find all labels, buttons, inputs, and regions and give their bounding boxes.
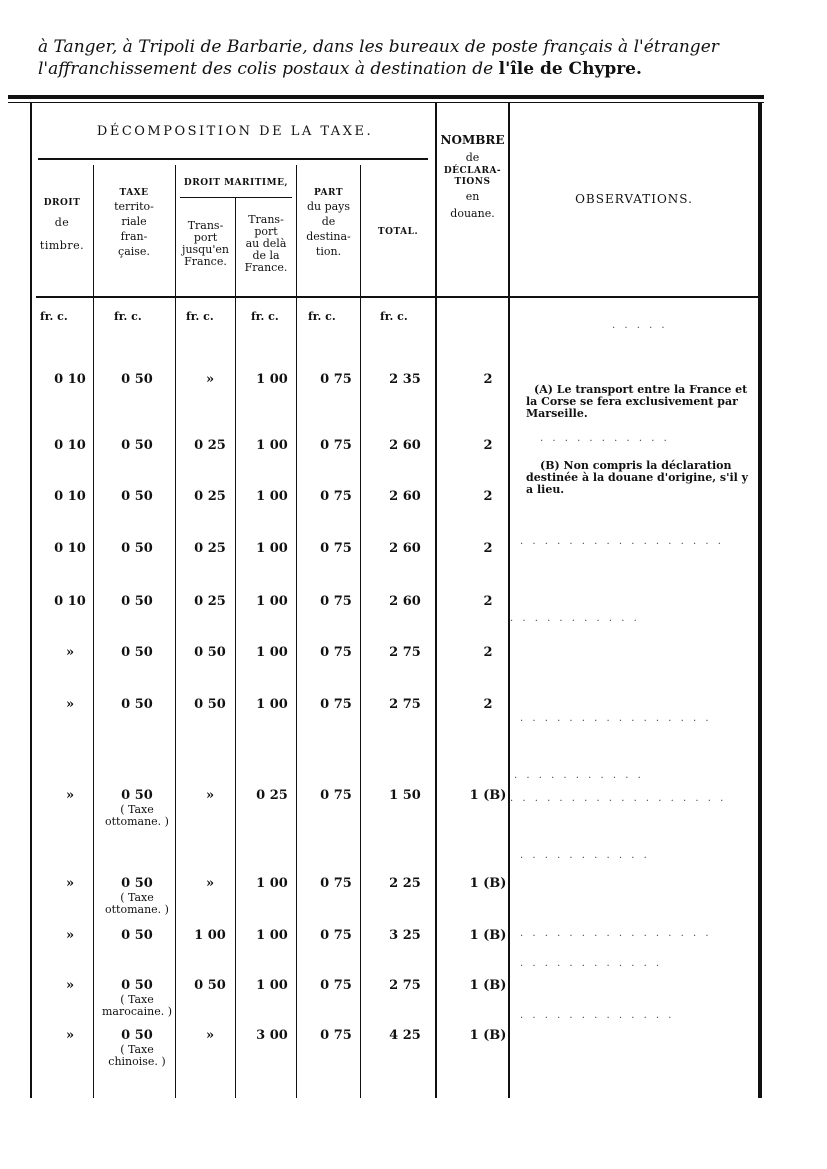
note-b: (B) Non compris la déclaration destinée à la douane d'origine, s'il y a lieu. [526,459,749,496]
cell-timbre: » [65,876,75,891]
cell-nombre: 2 [483,697,493,712]
unit-part: fr. c. [308,310,336,323]
cell-timbre: » [65,788,75,803]
cell-taxe: 0 50 [121,788,153,803]
cell-timbre: 0 10 [54,594,86,609]
top-rule-thick [8,95,764,99]
cell-taxe-note: ( Taxe ottomane. ) [105,891,169,916]
cell-total: 2 35 [389,372,421,387]
cell-trans-fr: 1 00 [194,928,226,943]
cell-nombre: 2 [483,489,493,504]
group-rule [38,158,428,160]
cell-part: 0 75 [320,541,352,556]
cell-timbre: 0 10 [54,372,86,387]
cell-nombre: 2 [483,594,493,609]
cell-taxe: 0 50 [121,594,153,609]
dot-leader: . . . . . . . . . . . [540,433,670,444]
cell-part: 0 75 [320,489,352,504]
header-taxe-territoriale: TAXE territo- riale fran- çaise. [114,188,154,258]
header-bottom-rule [36,296,758,298]
page-header [38,36,719,80]
cell-trans-dela: 1 00 [256,489,288,504]
vline-taxe [175,165,176,1098]
unit-timbre: fr. c. [40,310,68,323]
cell-total: 2 60 [389,541,421,556]
header-line-1: à Tanger, à Tripoli de Barbarie, dans les bureaux de poste français à l'étranger [38,37,719,57]
vline-timbre [93,165,94,1098]
cell-total: 4 25 [389,1028,421,1043]
cell-taxe: 0 50 [121,978,153,993]
cell-trans-fr: 0 50 [194,978,226,993]
cell-trans-dela: 1 00 [256,438,288,453]
cell-nombre: 1 (B) [469,1028,507,1043]
cell-part: 0 75 [320,788,352,803]
cell-trans-fr: 0 25 [194,438,226,453]
cell-part: 0 75 [320,978,352,993]
cell-part: 0 75 [320,697,352,712]
cell-part: 0 75 [320,372,352,387]
dot-leader: . . . . . . . . . . . . . . . . . [520,536,724,547]
unit-row [0,310,440,324]
cell-trans-dela: 1 00 [256,876,288,891]
cell-timbre: » [65,928,75,943]
cell-trans-fr: 0 50 [194,645,226,660]
unit-taxe: fr. c. [114,310,142,323]
cell-part: 0 75 [320,1028,352,1043]
cell-total: 2 25 [389,876,421,891]
cell-trans-dela: 1 00 [256,372,288,387]
cell-nombre: 1 (B) [469,978,507,993]
cell-trans-dela: 1 00 [256,645,288,660]
dot-leader: . . . . . . . . . . . . . [520,1010,675,1021]
cell-trans-dela: 1 00 [256,541,288,556]
group-title: DÉCOMPOSITION DE LA TAXE. [96,124,374,139]
cell-total: 2 75 [389,978,421,993]
unit-total: fr. c. [380,310,408,323]
cell-nombre: 1 (B) [469,788,507,803]
cell-taxe: 0 50 [121,928,153,943]
cell-nombre: 2 [483,438,493,453]
cell-trans-fr: 0 25 [194,594,226,609]
cell-nombre: 2 [483,541,493,556]
right-border [758,103,762,1098]
header-observations: OBSERVATIONS. [575,192,693,206]
cell-taxe: 0 50 [121,1028,153,1043]
cell-total: 2 60 [389,489,421,504]
cell-total: 2 75 [389,697,421,712]
cell-nombre: 1 (B) [469,876,507,891]
cell-trans-dela: 3 00 [256,1028,288,1043]
header-transport-dela: Trans- port au delà de la France. [244,213,288,274]
dot-leader: . . . . . . . . . . . . . . . . . . [510,793,727,804]
destination-name: l'île de Chypre. [498,59,642,79]
cell-trans-dela: 1 00 [256,928,288,943]
cell-trans-dela: 1 00 [256,594,288,609]
cell-timbre: 0 10 [54,541,86,556]
dot-leader: . . . . . . . . . . . [510,613,640,624]
note-a: (A) Le transport entre la France et la Corse se fera exclusivement par Marseille. [526,383,748,420]
cell-trans-fr: » [205,1028,215,1043]
header-total: TOTAL. [377,227,419,237]
cell-taxe: 0 50 [121,489,153,504]
cell-total: 2 60 [389,438,421,453]
top-rule-thin [8,102,764,103]
cell-part: 0 75 [320,594,352,609]
dot-leader: . . . . . . . . . . . [514,770,644,781]
cell-taxe: 0 50 [121,438,153,453]
left-border [30,103,32,1098]
cell-taxe-note: ( Taxe chinoise. ) [108,1043,166,1068]
cell-timbre: » [65,978,75,993]
unit-transfr: fr. c. [186,310,214,323]
vline-transdela [296,165,297,1098]
cell-taxe: 0 50 [121,541,153,556]
cell-taxe: 0 50 [121,645,153,660]
cell-timbre: 0 10 [54,489,86,504]
header-droit-maritime: DROIT MARITIME, [183,178,289,188]
cell-taxe-note: ( Taxe marocaine. ) [102,993,172,1018]
cell-timbre: » [65,1028,75,1043]
cell-nombre: 2 [483,645,493,660]
cell-trans-fr: » [205,372,215,387]
cell-trans-fr: 0 25 [194,489,226,504]
cell-total: 3 25 [389,928,421,943]
cell-taxe-note: ( Taxe ottomane. ) [105,803,169,828]
dot-leader: . . . . . . . . . . . . . . . . [520,713,712,724]
cell-part: 0 75 [320,876,352,891]
cell-part: 0 75 [320,438,352,453]
cell-total: 2 60 [389,594,421,609]
cell-trans-fr: » [205,788,215,803]
unit-transdela: fr. c. [251,310,279,323]
nombre-left-border [435,103,437,1098]
cell-trans-fr: » [205,876,215,891]
cell-timbre: » [65,697,75,712]
dot-leader: . . . . . . . . . . . . . . . . [520,928,712,939]
cell-part: 0 75 [320,645,352,660]
cell-total: 2 75 [389,645,421,660]
cell-total: 1 50 [389,788,421,803]
cell-taxe: 0 50 [121,372,153,387]
cell-trans-fr: 0 50 [194,697,226,712]
cell-taxe: 0 50 [121,876,153,891]
dot-leader: . . . . . . . . . . . [520,850,650,861]
cell-part: 0 75 [320,928,352,943]
header-part-pays: PART du pays de destina- tion. [306,188,351,258]
maritime-rule [180,197,292,198]
cell-trans-fr: 0 25 [194,541,226,556]
cell-timbre: 0 10 [54,438,86,453]
vline-part [360,165,361,1098]
header-nombre: NOMBRE de DÉCLARA- TIONS en douane. [440,133,505,220]
cell-nombre: 1 (B) [469,928,507,943]
header-transport-france: Trans- port jusqu'en France. [182,219,229,268]
dot-leader: . . . . . [612,320,668,331]
cell-trans-dela: 1 00 [256,978,288,993]
observations-left-border [508,103,510,1098]
dot-leader: . . . . . . . . . . . . [520,958,663,969]
header-droit-timbre: DROIT de timbre. [39,198,85,252]
vline-transfr [235,198,236,1098]
cell-trans-dela: 0 25 [256,788,288,803]
cell-nombre: 2 [483,372,493,387]
cell-taxe: 0 50 [121,697,153,712]
header-line-2: l'affranchissement des colis postaux à destination de l'île de Chypre. [38,59,642,79]
cell-timbre: » [65,645,75,660]
cell-trans-dela: 1 00 [256,697,288,712]
